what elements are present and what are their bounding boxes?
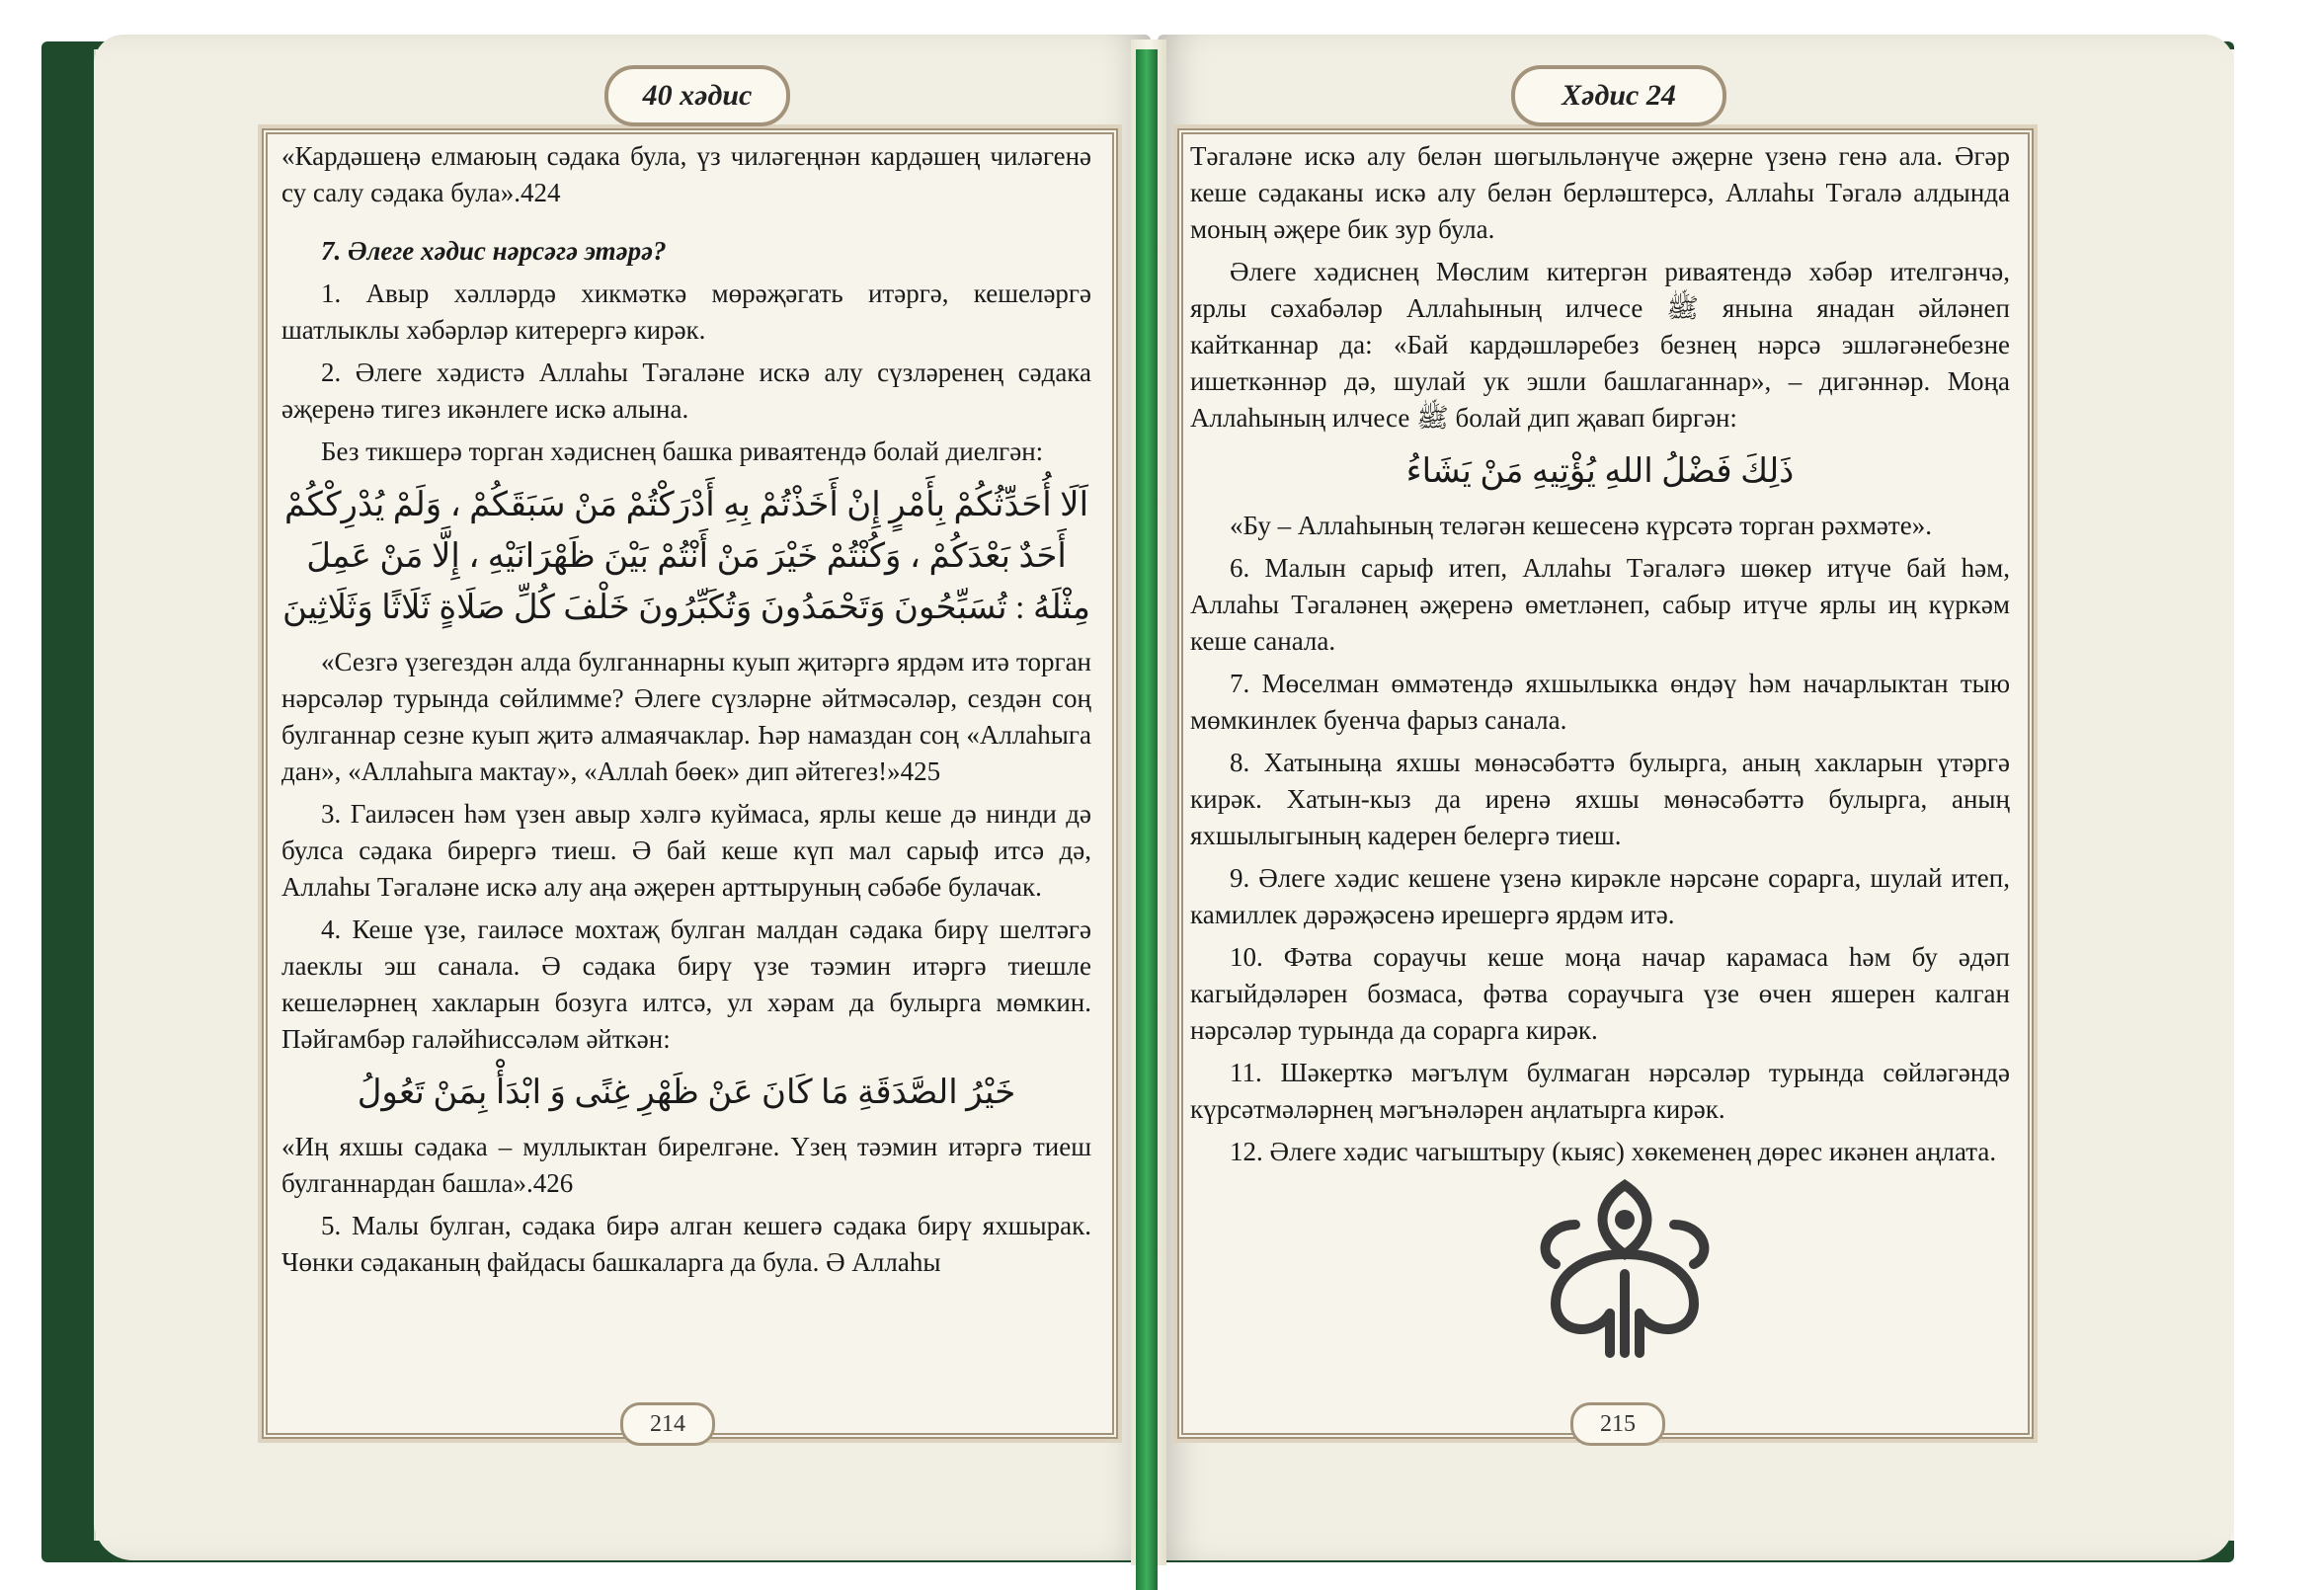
paragraph: 2. Әлеге хәдистә Аллаһы Тәгаләне искә алу сүзләренең сәдака әҗеренә тигез икәнлеге искә алына. <box>281 358 1091 424</box>
section-heading: 7. Әлеге хәдис нәрсәгә этәрә? <box>321 236 667 266</box>
paragraph: 3. Гаиләсен һәм үзен авыр хәлгә куймаса, ярлы кеше дә нинди дә булса сәдака бирергә тиеш. Ә бай кеше күп мал сарыф итсә дә, Аллаһы Тәгаләне искә алу аңа әҗерен арттыруның сәбәбе булачак. <box>281 799 1091 902</box>
right-page-header: Хәдис 24 <box>1511 65 1726 126</box>
paragraph: Әлеге хәдиснең Мөслим китергән риваятендә хәбәр ителгәнчә, ярлы сәхабәләр Аллаһының илчесе ﷺ янына янадан әйләнеп кайтканнар да: «Бай кардәшләребез безнең нәрсә эшләгәнебезне ишеткәннәр дә, шулай ук эшли башлаганнар», – дигәннәр. Моңа Аллаһының илчесе ﷺ болай дип җавап биргән: <box>1190 257 2010 433</box>
paragraph: 5. Малы булган, сәдака бирә алган кешегә сәдака бирү яхшырак. Чөнки сәдаканың файдасы башкаларга да була. Ә Аллаһы <box>281 1211 1091 1277</box>
paragraph: 6. Малын сарыф итеп, Аллаһы Тәгаләгә шөкер итүче бай һәм, Аллаһы Тәгаләнең әҗеренә өметләнеп, сабыр итүче ярлы иң күркәм кеше санала. <box>1190 553 2010 656</box>
paragraph: 11. Шәкерткә мәгълүм булмаган нәрсәләр турында сөйләгәндә күрсәтмәләрнең мәгънәләрен аңлатырга кирәк. <box>1190 1058 2010 1124</box>
paragraph: 12. Әлеге хәдис чагыштыру (кыяс) хөкеменең дөрес икәнен аңлата. <box>1230 1137 1997 1166</box>
page-number: 214 <box>620 1402 715 1446</box>
paragraph: «Иң яхшы сәдака – муллыктан бирелгәне. Үзең тәэмин итәргә тиеш булганнардан башла».426 <box>281 1132 1091 1198</box>
paragraph: «Сезгә үзегездән алда булганнарны куып җитәргә ярдәм итә торган нәрсәләр турында сөйлиммe? Әлеге сүзләрне әйтмәсәләр, сездән соң булганнар сезне куып җитә алмаячаклар. Һәр намаздан соң «Аллаһыга дан», «Аллаһыга мактау», «Аллаһ бөек» дип әйтегез!»425 <box>281 647 1091 786</box>
paragraph: 9. Әлеге хәдис кешене үзенә кирәкле нәрсәне сорарга, шулай итеп, камиллек дәрәҗәсенә ирешергә ярдәм итә. <box>1190 863 2010 929</box>
paragraph: 10. Фәтва сораучы кеше моңа начар карамаса һәм бу әдәп кагыйдәләрен бозмаса, фәтва сораучыга үзе өчен яшерен калган нәрсәләр турында да сорарга кирәк. <box>1190 942 2010 1045</box>
paragraph: Без тикшерә торган хәдиснең башка риваятендә болай диелгән: <box>321 437 1044 466</box>
arabesque-ornament-icon <box>1516 1165 1733 1363</box>
arabic-quote: اَلَا أُحَدِّثُكُمْ بِأَمْرٍ إِنْ أَخَذْتُمْ بِهِ أَدْرَكْتُمْ مَنْ سَبَقَكُمْ ، وَلَمْ يُدْرِكْكُمْ أَحَدٌ بَعْدَكُمْ ، وَكُنْتُمْ خَيْرَ مَنْ أَنْتُمْ بَيْنَ ظَهْرَانَيْهِ ، إِلَّا مَنْ عَمِلَ مِثْلَهُ : تُسَبِّحُونَ وَتَحْمَدُونَ وَتُكَبِّرُونَ خَلْفَ كُلِّ صَلَاةٍ ثَلَاثًا وَثَلَاثِينَ <box>282 487 1090 626</box>
right-page-text <box>1190 138 2010 1176</box>
bookmark-ribbon[interactable] <box>1136 49 1158 1590</box>
paragraph: 1. Авыр хәлләрдә хикмәткә мөрәҗәгать итәргә, кешеләргә шатлыклы хәбәрләр китерергә кирәк. <box>281 278 1091 345</box>
arabic-quote: ذَلِكَ فَضْلُ اللهِ يُؤْتِيهِ مَنْ يَشَاءُ <box>1405 453 1795 490</box>
arabic-quote: خَيْرُ الصَّدَقَةِ مَا كَانَ عَنْ ظَهْرِ غِنًى وَ ابْدَأْ بِمَنْ تَعُولُ <box>357 1074 1016 1111</box>
left-page-text <box>281 138 1091 1287</box>
paragraph: «Кардәшеңә елмаюың сәдака була, үз чиләгеңнән кардәшең чиләгенә су салу сәдака була».424 <box>281 141 1091 207</box>
paragraph: 4. Кеше үзе, гаиләсе мохтаҗ булган малдан сәдака бирү шелтәгә лаеклы эш санала. Ә сәдака бирү үзе тәэмин итәргә тиешле кешеләрнең хакларын бозуга илтсә, ул хәрам да булырга мөмкин. Пәйгамбәр галәйһиссәләм әйткән: <box>281 914 1091 1054</box>
paragraph: «Бу – Аллаһының теләгән кешесенә күрсәтә торган рәхмәте». <box>1230 511 1932 540</box>
left-page-header: 40 хәдис <box>604 65 790 126</box>
paragraph: 7. Мөселман өммәтендә яхшылыкка өндәү һәм начарлыктан тыю мөмкинлек буенча фарыз санала. <box>1190 669 2010 735</box>
paragraph: Тәгаләне искә алу белән шөгыльләнүче әҗерне үзенә генә ала. Әгәр кеше сәдаканы искә алу белән берләштерсә, Аллаһы Тәгалә алдында моның әҗере бик зур була. <box>1190 141 2010 244</box>
page-number: 215 <box>1570 1402 1665 1446</box>
paragraph: 8. Хатыныңа яхшы мөнәсәбәттә булырга, аның хакларын үтәргә кирәк. Хатын-кыз да иренә яхшы мөнәсәбәттә булырга, аның яхшылыгының кадерен белергә тиеш. <box>1190 748 2010 850</box>
